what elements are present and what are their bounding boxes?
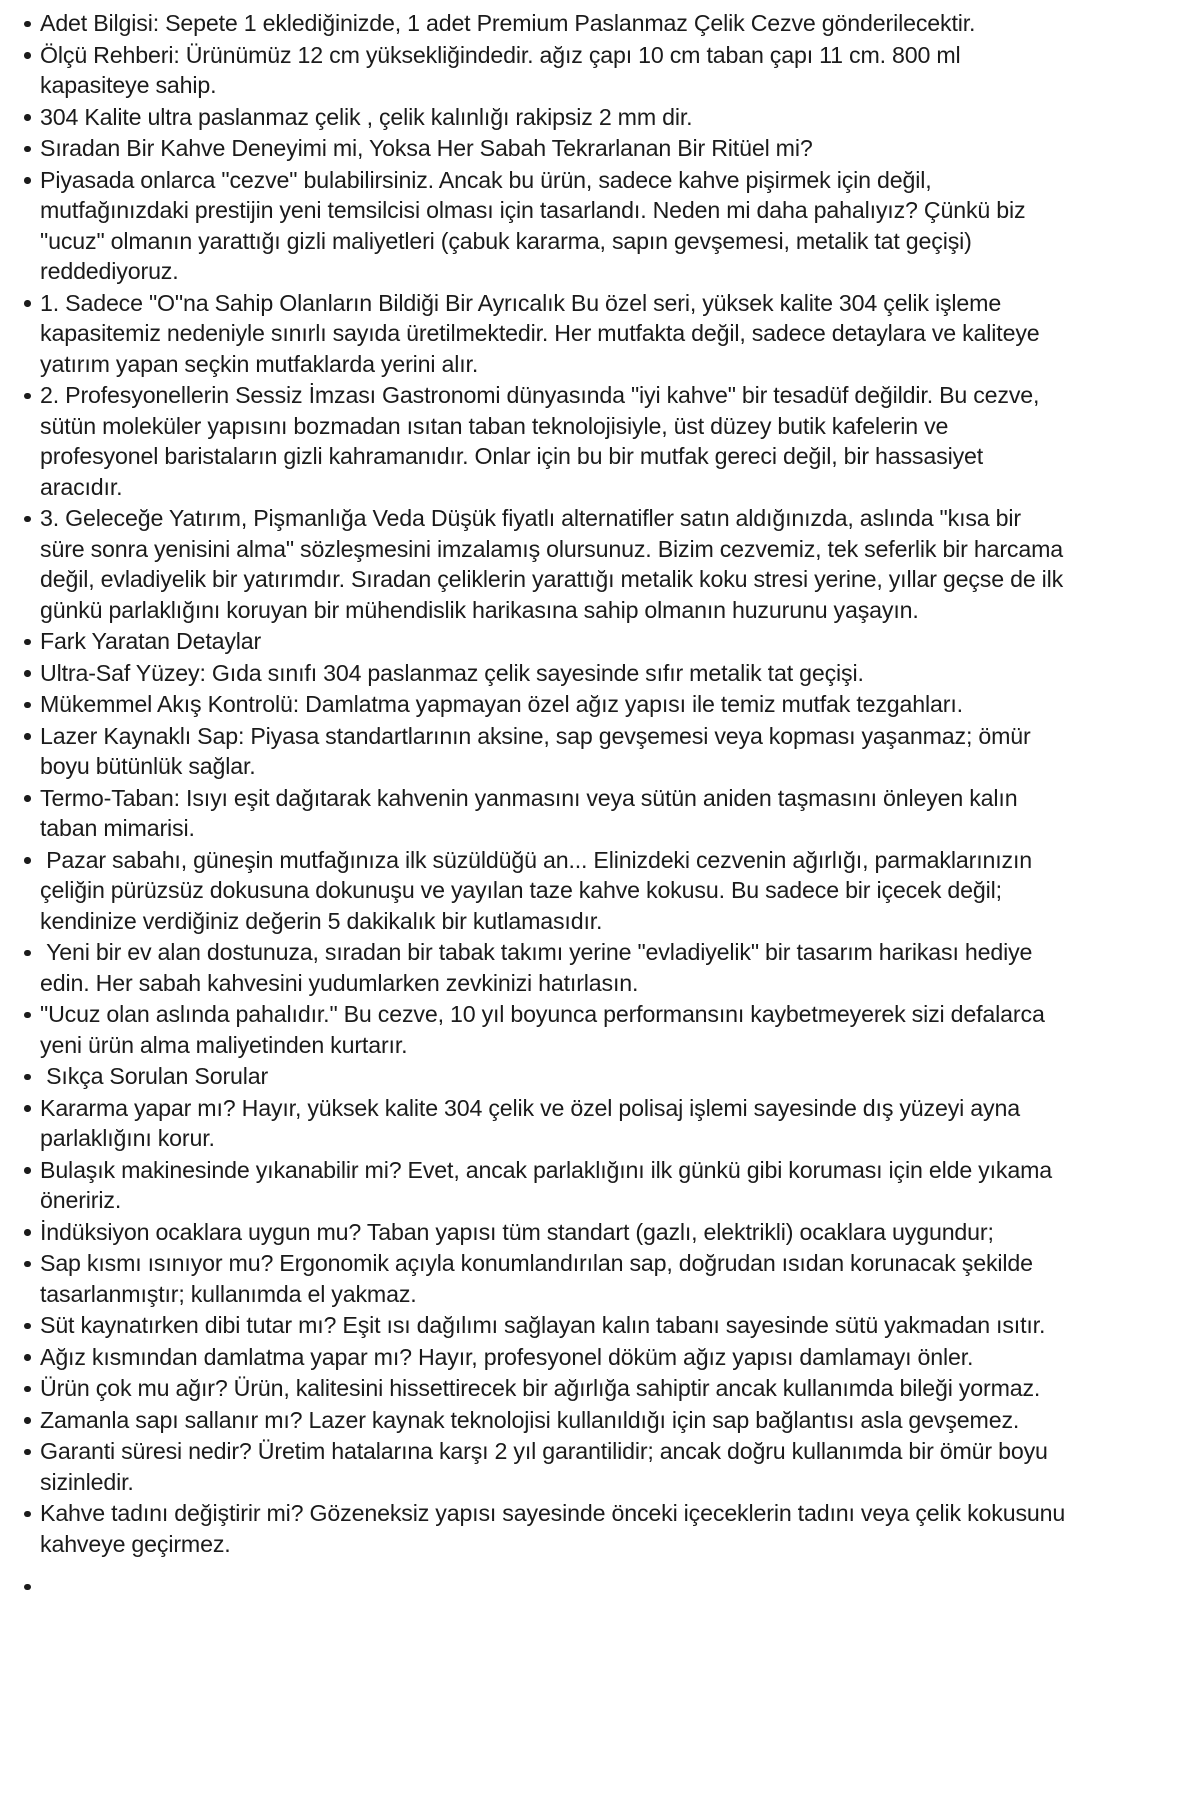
list-item-text: "Ucuz olan aslında pahalıdır." Bu cezve, 10 yıl boyunca performansını kaybetmeyerek sizi defalarca yeni ürün alma maliyetinden kurtarır.	[40, 1001, 1051, 1058]
bullet-dot-icon	[24, 857, 31, 864]
bullet-dot-icon	[24, 1074, 31, 1081]
bullet-dot-icon	[24, 1323, 31, 1330]
list-item-text: Lazer Kaynaklı Sap: Piyasa standartlarının aksine, sap gevşemesi veya kopması yaşanmaz; ömür boyu bütünlük sağlar.	[40, 722, 1037, 779]
list-item-empty	[0, 1571, 1200, 1601]
list-item-text: Termo-Taban: Isıyı eşit dağıtarak kahvenin yanmasını veya sütün aniden taşmasını önleyen kalın taban mimarisi.	[40, 784, 1024, 841]
list-item-text: Ağız kısmından damlatma yapar mı? Hayır, profesyonel döküm ağız yapısı damlamayı önler.	[40, 1343, 974, 1370]
list-item	[0, 1061, 1200, 1092]
bullet-dot-icon	[24, 1584, 31, 1591]
bullet-dot-icon	[24, 670, 31, 677]
bullet-dot-icon	[24, 516, 31, 523]
list-item	[0, 937, 1200, 998]
bullet-dot-icon	[24, 733, 31, 740]
list-item-text: 304 Kalite ultra paslanmaz çelik , çelik kalınlığı rakipsiz 2 mm dir.	[40, 103, 693, 130]
list-item-text: Sıkça Sorulan Sorular	[40, 1063, 269, 1089]
list-item	[0, 133, 1200, 164]
list-item-text: Kararma yapar mı? Hayır, yüksek kalite 304 çelik ve özel polisaj işlemi sayesinde dış yüzeyi ayna parlaklığını korur.	[40, 1094, 1027, 1151]
list-item-text: Süt kaynatırken dibi tutar mı? Eşit ısı dağılımı sağlayan kalın tabanı sayesinde sütü yakmadan ısıtır.	[40, 1312, 1046, 1338]
list-item	[0, 1248, 1200, 1309]
bullet-dot-icon	[24, 52, 31, 59]
bullet-dot-icon	[24, 1012, 31, 1019]
list-item-text: Ölçü Rehberi: Ürünümüz 12 cm yüksekliğindedir. ağız çapı 10 cm taban çapı 11 cm. 800 ml kapasiteye sahip.	[40, 41, 967, 98]
list-item-text: 3. Geleceğe Yatırım, Pişmanlığa Veda Düşük fiyatlı alternatifler satın aldığınızda, aslında "kısa bir süre sonra yenisini alma" sözleşmesini imzalamış olursunuz. Bizim cezvemiz, tek seferlik bir harcama değil, evladiyelik bir yatırımdır. Sıradan çeliklerin yarattığı metalik koku stresi yerine, yıllar geçse de ilk günkü parlaklığını koruyan bir mühendislik harikasına sahip olmanın huzurunu yaşayın.	[40, 505, 1070, 623]
bullet-dot-icon	[24, 300, 31, 307]
list-item	[0, 1155, 1200, 1216]
list-item	[0, 1342, 1200, 1373]
list-item-text	[40, 1571, 1070, 1601]
list-item	[0, 1217, 1200, 1248]
list-item	[0, 1093, 1200, 1154]
list-item-text: Yeni bir ev alan dostunuza, sıradan bir tabak takımı yerine "evladiyelik" bir tasarım harikası hediye edin. Her sabah kahvesini yudumlarken zevkinizi hatırlasın.	[40, 939, 1039, 996]
bullet-dot-icon	[24, 1449, 31, 1456]
product-description-bullet-list	[0, 8, 1200, 1601]
list-item-text: 1. Sadece "O"na Sahip Olanların Bildiği Bir Ayrıcalık Bu özel seri, yüksek kalite 304 çelik işleme kapasitemiz nedeniyle sınırlı sayıda üretilmektedir. Her mutfakta değil, sadece detaylara ve kaliteye yatırım yapan seçkin mutfaklarda yerini alır.	[40, 289, 1046, 377]
list-item-text: Adet Bilgisi: Sepete 1 eklediğinizde, 1 adet Premium Paslanmaz Çelik Cezve gönderilecektir.	[40, 10, 976, 36]
list-item	[0, 689, 1200, 720]
list-item	[0, 1436, 1200, 1497]
list-item	[0, 1373, 1200, 1404]
list-item-text: Mükemmel Akış Kontrolü: Damlatma yapmayan özel ağız yapısı ile temiz mutfak tezgahları.	[40, 691, 963, 717]
list-item-text: 2. Profesyonellerin Sessiz İmzası Gastronomi dünyasında "iyi kahve" bir tesadüf değildir. Bu cezve, sütün moleküler yapısını bozmadan ısıtan taban teknolojisiyle, üst düzey butik kafelerin ve profesyonel baristaların gizli kahramanıdır. Onlar için bu bir mutfak gereci değil, bir hassasiyet aracıdır.	[40, 382, 1046, 500]
bullet-dot-icon	[24, 1105, 31, 1112]
bullet-dot-icon	[24, 1417, 31, 1424]
list-item-text: Sap kısmı ısınıyor mu? Ergonomik açıyla konumlandırılan sap, doğrudan ısıdan korunacak şekilde tasarlanmıştır; kullanımda el yakmaz.	[40, 1250, 1039, 1307]
bullet-dot-icon	[24, 1386, 31, 1393]
list-item	[0, 8, 1200, 39]
bullet-dot-icon	[24, 1511, 31, 1518]
list-item	[0, 288, 1200, 380]
bullet-dot-icon	[24, 950, 31, 957]
list-item	[0, 102, 1200, 133]
list-item	[0, 380, 1200, 502]
list-item	[0, 721, 1200, 782]
bullet-dot-icon	[24, 1167, 31, 1174]
bullet-dot-icon	[24, 795, 31, 802]
bullet-dot-icon	[24, 1261, 31, 1268]
list-item	[0, 503, 1200, 625]
bullet-dot-icon	[24, 1354, 31, 1361]
bullet-dot-icon	[24, 639, 31, 646]
bullet-dot-icon	[24, 702, 31, 709]
bullet-dot-icon	[24, 114, 31, 121]
list-item-text: Ultra-Saf Yüzey: Gıda sınıfı 304 paslanmaz çelik sayesinde sıfır metalik tat geçişi.	[40, 659, 864, 686]
list-item-text: Piyasada onlarca "cezve" bulabilirsiniz. Ancak bu ürün, sadece kahve pişirmek için değil, mutfağınızdaki prestijin yeni temsilcisi olması için tasarlandı. Neden mi daha pahalıyız? Çünkü biz "ucuz" olmanın yarattığı gizli maliyetleri (çabuk kararma, sapın gevşemesi, metalik tat geçişi) reddediyoruz.	[40, 166, 1032, 284]
list-item	[0, 999, 1200, 1060]
list-item	[0, 165, 1200, 287]
list-item	[0, 783, 1200, 844]
list-item-text: Bulaşık makinesinde yıkanabilir mi? Evet, ancak parlaklığını ilk günkü gibi koruması için elde yıkama öneririz.	[40, 1156, 1059, 1213]
list-item	[0, 626, 1200, 657]
list-item-text: Kahve tadını değiştirir mi? Gözeneksiz yapısı sayesinde önceki içeceklerin tadını veya çelik kokusunu kahveye geçirmez.	[40, 1500, 1072, 1557]
list-item-text: İndüksiyon ocaklara uygun mu? Taban yapısı tüm standart (gazlı, elektrikli) ocaklara uygundur;	[40, 1218, 994, 1245]
bullet-dot-icon	[24, 177, 31, 184]
list-item	[0, 1405, 1200, 1436]
list-item-text: Garanti süresi nedir? Üretim hatalarına karşı 2 yıl garantilidir; ancak doğru kullanımda bir ömür boyu sizinledir.	[40, 1438, 1054, 1495]
list-item	[0, 40, 1200, 101]
bullet-dot-icon	[24, 146, 31, 153]
list-item	[0, 1498, 1200, 1559]
list-item-text: Sıradan Bir Kahve Deneyimi mi, Yoksa Her Sabah Tekrarlanan Bir Ritüel mi?	[40, 135, 813, 161]
bullet-dot-icon	[24, 393, 31, 400]
list-item-text: Fark Yaratan Detaylar	[40, 628, 262, 654]
list-item-text: Pazar sabahı, güneşin mutfağınıza ilk süzüldüğü an... Elinizdeki cezvenin ağırlığı, parmaklarınızın çeliğin pürüzsüz dokusuna dokunuşu ve yayılan taze kahve kokusu. Bu sadece bir içecek değil; kendinize verdiğiniz değerin 5 dakikalık bir kutlamasıdır.	[40, 846, 1039, 934]
list-item	[0, 845, 1200, 937]
list-item-text: Zamanla sapı sallanır mı? Lazer kaynak teknolojisi kullanıldığı için sap bağlantısı asla gevşemez.	[40, 1406, 1020, 1433]
bullet-dot-icon	[24, 21, 31, 28]
list-item	[0, 1310, 1200, 1341]
list-item-text: Ürün çok mu ağır? Ürün, kalitesini hissettirecek bir ağırlığa sahiptir ancak kullanımda bileği yormaz.	[40, 1375, 1041, 1401]
list-item	[0, 658, 1200, 689]
bullet-dot-icon	[24, 1229, 31, 1236]
